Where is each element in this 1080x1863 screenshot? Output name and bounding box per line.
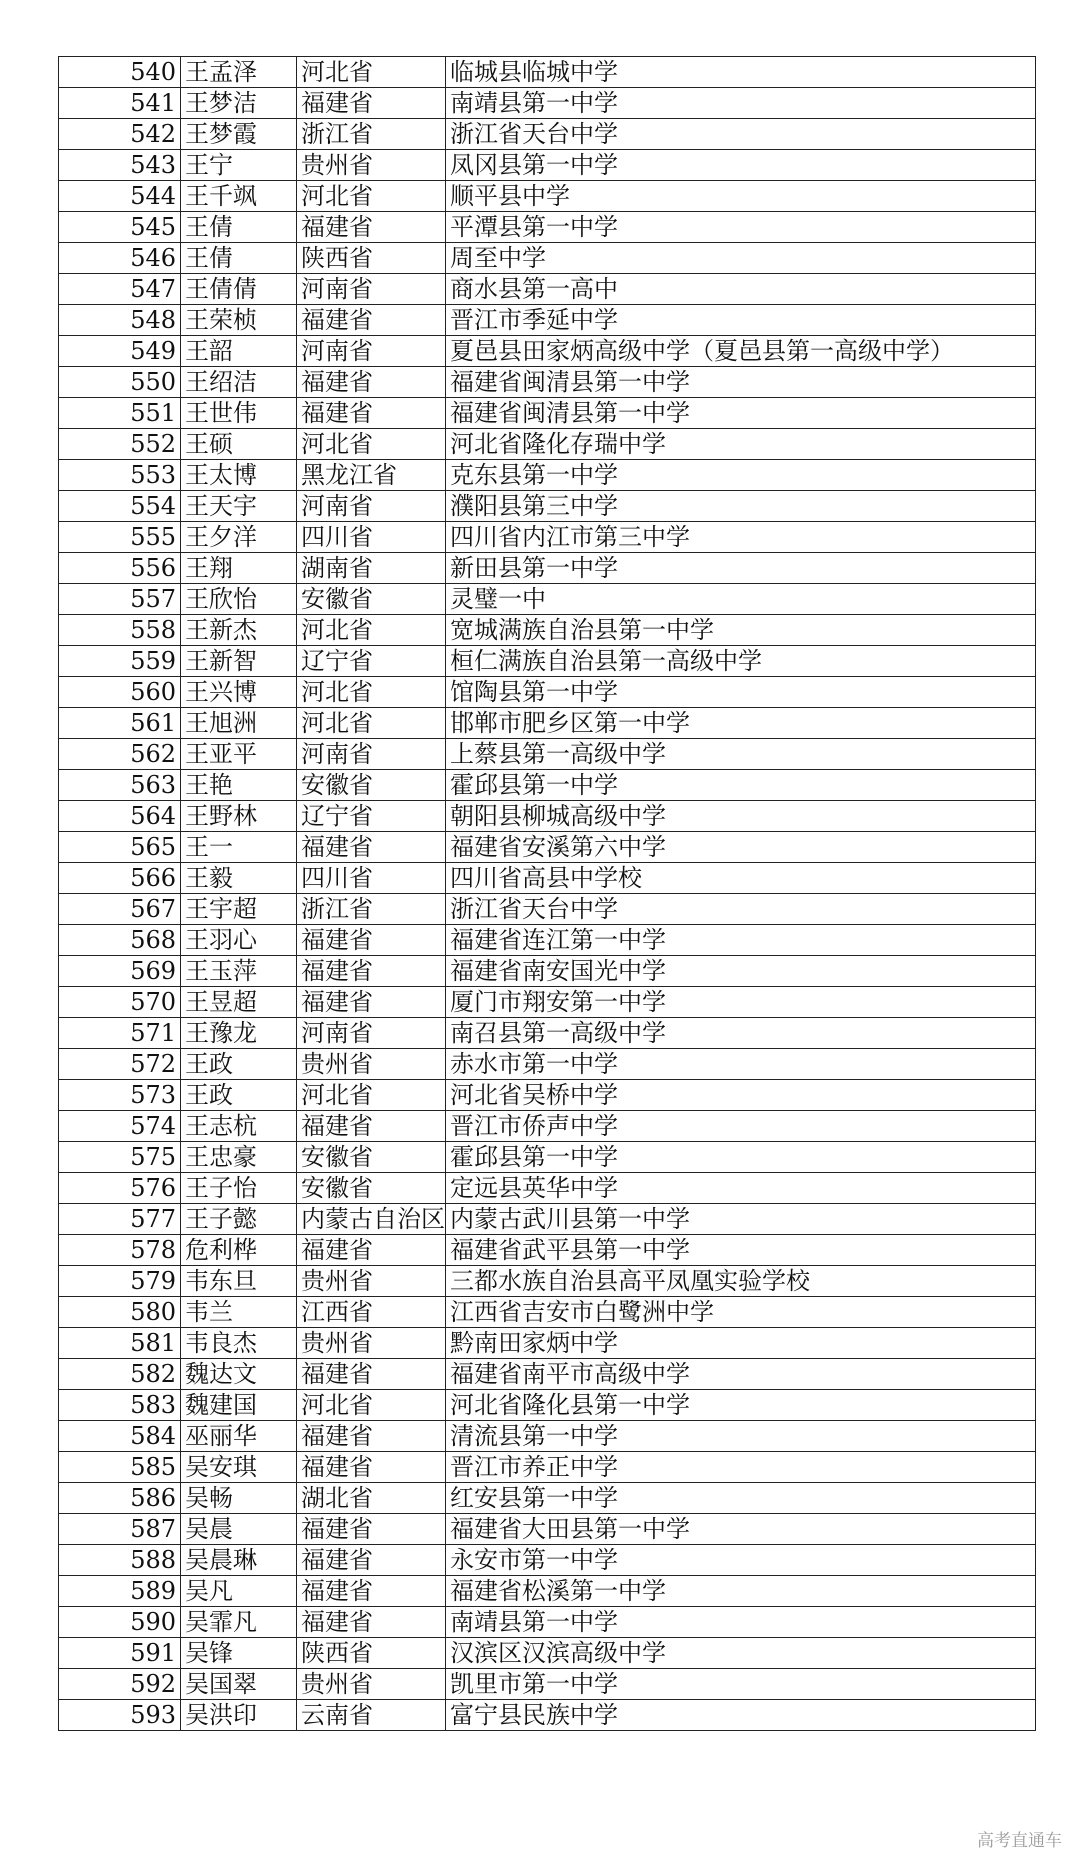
student-name: 王翔 bbox=[181, 553, 297, 584]
student-name: 王宇超 bbox=[181, 894, 297, 925]
school-name: 顺平县中学 bbox=[446, 181, 1036, 212]
table-row bbox=[59, 336, 1036, 367]
school-name: 南靖县第一中学 bbox=[446, 1607, 1036, 1638]
school-name: 富宁县民族中学 bbox=[446, 1700, 1036, 1731]
student-name: 王荣桢 bbox=[181, 305, 297, 336]
row-number: 564 bbox=[59, 801, 181, 832]
student-name: 吴畅 bbox=[181, 1483, 297, 1514]
province: 福建省 bbox=[297, 398, 446, 429]
school-name: 南靖县第一中学 bbox=[446, 88, 1036, 119]
row-number: 588 bbox=[59, 1545, 181, 1576]
province: 河北省 bbox=[297, 677, 446, 708]
row-number: 592 bbox=[59, 1669, 181, 1700]
table-row bbox=[59, 212, 1036, 243]
table-row bbox=[59, 956, 1036, 987]
row-number: 587 bbox=[59, 1514, 181, 1545]
student-name: 王亚平 bbox=[181, 739, 297, 770]
school-name: 周至中学 bbox=[446, 243, 1036, 274]
student-name: 吴锋 bbox=[181, 1638, 297, 1669]
school-name: 浙江省天台中学 bbox=[446, 119, 1036, 150]
student-name: 王政 bbox=[181, 1049, 297, 1080]
row-number: 552 bbox=[59, 429, 181, 460]
school-name: 四川省内江市第三中学 bbox=[446, 522, 1036, 553]
province: 陕西省 bbox=[297, 243, 446, 274]
roster-body bbox=[59, 57, 1036, 1731]
school-name: 清流县第一中学 bbox=[446, 1421, 1036, 1452]
table-row bbox=[59, 646, 1036, 677]
row-number: 570 bbox=[59, 987, 181, 1018]
province: 河南省 bbox=[297, 739, 446, 770]
row-number: 575 bbox=[59, 1142, 181, 1173]
student-name: 王新智 bbox=[181, 646, 297, 677]
table-row bbox=[59, 584, 1036, 615]
table-row bbox=[59, 708, 1036, 739]
school-name: 馆陶县第一中学 bbox=[446, 677, 1036, 708]
school-name: 南召县第一高级中学 bbox=[446, 1018, 1036, 1049]
table-row bbox=[59, 1173, 1036, 1204]
student-name: 吴凡 bbox=[181, 1576, 297, 1607]
student-name: 王太博 bbox=[181, 460, 297, 491]
school-name: 凯里市第一中学 bbox=[446, 1669, 1036, 1700]
school-name: 邯郸市肥乡区第一中学 bbox=[446, 708, 1036, 739]
student-name: 魏建国 bbox=[181, 1390, 297, 1421]
school-name: 内蒙古武川县第一中学 bbox=[446, 1204, 1036, 1235]
student-name: 王昱超 bbox=[181, 987, 297, 1018]
watermark-text: 高考直通车 bbox=[977, 1831, 1062, 1851]
school-name: 平潭县第一中学 bbox=[446, 212, 1036, 243]
province: 福建省 bbox=[297, 1545, 446, 1576]
student-name: 王政 bbox=[181, 1080, 297, 1111]
province: 河北省 bbox=[297, 57, 446, 88]
student-name: 王艳 bbox=[181, 770, 297, 801]
table-row bbox=[59, 987, 1036, 1018]
row-number: 548 bbox=[59, 305, 181, 336]
school-name: 厦门市翔安第一中学 bbox=[446, 987, 1036, 1018]
row-number: 551 bbox=[59, 398, 181, 429]
student-name: 吴霏凡 bbox=[181, 1607, 297, 1638]
student-name: 魏达文 bbox=[181, 1359, 297, 1390]
row-number: 559 bbox=[59, 646, 181, 677]
school-name: 凤冈县第一中学 bbox=[446, 150, 1036, 181]
province: 福建省 bbox=[297, 1111, 446, 1142]
school-name: 江西省吉安市白鹭洲中学 bbox=[446, 1297, 1036, 1328]
row-number: 571 bbox=[59, 1018, 181, 1049]
table-row bbox=[59, 1545, 1036, 1576]
student-name: 王毅 bbox=[181, 863, 297, 894]
school-name: 霍邱县第一中学 bbox=[446, 1142, 1036, 1173]
row-number: 557 bbox=[59, 584, 181, 615]
province: 河北省 bbox=[297, 1080, 446, 1111]
province: 陕西省 bbox=[297, 1638, 446, 1669]
student-name: 王子懿 bbox=[181, 1204, 297, 1235]
province: 内蒙古自治区 bbox=[297, 1204, 446, 1235]
province: 浙江省 bbox=[297, 894, 446, 925]
row-number: 589 bbox=[59, 1576, 181, 1607]
student-name: 王子怡 bbox=[181, 1173, 297, 1204]
table-row bbox=[59, 1390, 1036, 1421]
school-name: 三都水族自治县高平凤凰实验学校 bbox=[446, 1266, 1036, 1297]
table-row bbox=[59, 1638, 1036, 1669]
row-number: 593 bbox=[59, 1700, 181, 1731]
row-number: 581 bbox=[59, 1328, 181, 1359]
table-row bbox=[59, 181, 1036, 212]
student-name: 王倩倩 bbox=[181, 274, 297, 305]
student-name: 王豫龙 bbox=[181, 1018, 297, 1049]
row-number: 567 bbox=[59, 894, 181, 925]
student-name: 吴晨 bbox=[181, 1514, 297, 1545]
province: 福建省 bbox=[297, 925, 446, 956]
table-row bbox=[59, 460, 1036, 491]
student-name: 韦良杰 bbox=[181, 1328, 297, 1359]
table-row bbox=[59, 1328, 1036, 1359]
school-name: 宽城满族自治县第一中学 bbox=[446, 615, 1036, 646]
table-row bbox=[59, 367, 1036, 398]
table-row bbox=[59, 88, 1036, 119]
school-name: 定远县英华中学 bbox=[446, 1173, 1036, 1204]
table-row bbox=[59, 429, 1036, 460]
row-number: 579 bbox=[59, 1266, 181, 1297]
school-name: 灵璧一中 bbox=[446, 584, 1036, 615]
table-row bbox=[59, 274, 1036, 305]
table-row bbox=[59, 1204, 1036, 1235]
province: 福建省 bbox=[297, 1235, 446, 1266]
student-name: 王一 bbox=[181, 832, 297, 863]
school-name: 河北省隆化存瑞中学 bbox=[446, 429, 1036, 460]
school-name: 黔南田家炳中学 bbox=[446, 1328, 1036, 1359]
student-name: 王新杰 bbox=[181, 615, 297, 646]
row-number: 584 bbox=[59, 1421, 181, 1452]
student-name: 王千飒 bbox=[181, 181, 297, 212]
row-number: 563 bbox=[59, 770, 181, 801]
table-row bbox=[59, 119, 1036, 150]
table-row bbox=[59, 739, 1036, 770]
student-name: 韦东旦 bbox=[181, 1266, 297, 1297]
province: 福建省 bbox=[297, 1576, 446, 1607]
school-name: 福建省连江第一中学 bbox=[446, 925, 1036, 956]
table-row bbox=[59, 1142, 1036, 1173]
table-row bbox=[59, 243, 1036, 274]
row-number: 578 bbox=[59, 1235, 181, 1266]
row-number: 582 bbox=[59, 1359, 181, 1390]
province: 河南省 bbox=[297, 491, 446, 522]
table-row bbox=[59, 1483, 1036, 1514]
table-row bbox=[59, 1452, 1036, 1483]
row-number: 576 bbox=[59, 1173, 181, 1204]
row-number: 591 bbox=[59, 1638, 181, 1669]
row-number: 560 bbox=[59, 677, 181, 708]
student-name: 吴洪印 bbox=[181, 1700, 297, 1731]
roster-table bbox=[58, 56, 1036, 1731]
row-number: 555 bbox=[59, 522, 181, 553]
school-name: 福建省武平县第一中学 bbox=[446, 1235, 1036, 1266]
province: 福建省 bbox=[297, 1421, 446, 1452]
province: 安徽省 bbox=[297, 1173, 446, 1204]
school-name: 福建省闽清县第一中学 bbox=[446, 398, 1036, 429]
row-number: 583 bbox=[59, 1390, 181, 1421]
school-name: 四川省高县中学校 bbox=[446, 863, 1036, 894]
province: 河北省 bbox=[297, 1390, 446, 1421]
row-number: 561 bbox=[59, 708, 181, 739]
table-row bbox=[59, 615, 1036, 646]
province: 安徽省 bbox=[297, 584, 446, 615]
school-name: 赤水市第一中学 bbox=[446, 1049, 1036, 1080]
province: 福建省 bbox=[297, 1514, 446, 1545]
table-row bbox=[59, 1111, 1036, 1142]
school-name: 晋江市季延中学 bbox=[446, 305, 1036, 336]
school-name: 晋江市养正中学 bbox=[446, 1452, 1036, 1483]
school-name: 濮阳县第三中学 bbox=[446, 491, 1036, 522]
province: 贵州省 bbox=[297, 150, 446, 181]
row-number: 556 bbox=[59, 553, 181, 584]
row-number: 568 bbox=[59, 925, 181, 956]
table-row bbox=[59, 57, 1036, 88]
row-number: 569 bbox=[59, 956, 181, 987]
school-name: 河北省隆化县第一中学 bbox=[446, 1390, 1036, 1421]
row-number: 572 bbox=[59, 1049, 181, 1080]
table-row bbox=[59, 1607, 1036, 1638]
student-name: 王倩 bbox=[181, 212, 297, 243]
student-name: 巫丽华 bbox=[181, 1421, 297, 1452]
table-row bbox=[59, 491, 1036, 522]
student-name: 王志杭 bbox=[181, 1111, 297, 1142]
school-name: 克东县第一中学 bbox=[446, 460, 1036, 491]
province: 福建省 bbox=[297, 1607, 446, 1638]
school-name: 新田县第一中学 bbox=[446, 553, 1036, 584]
school-name: 临城县临城中学 bbox=[446, 57, 1036, 88]
table-row bbox=[59, 894, 1036, 925]
school-name: 福建省闽清县第一中学 bbox=[446, 367, 1036, 398]
student-name: 王绍洁 bbox=[181, 367, 297, 398]
table-row bbox=[59, 1018, 1036, 1049]
school-name: 商水县第一高中 bbox=[446, 274, 1036, 305]
province: 浙江省 bbox=[297, 119, 446, 150]
province: 福建省 bbox=[297, 212, 446, 243]
table-row bbox=[59, 925, 1036, 956]
school-name: 夏邑县田家炳高级中学（夏邑县第一高级中学） bbox=[446, 336, 1036, 367]
table-row bbox=[59, 305, 1036, 336]
row-number: 550 bbox=[59, 367, 181, 398]
school-name: 红安县第一中学 bbox=[446, 1483, 1036, 1514]
province: 辽宁省 bbox=[297, 801, 446, 832]
province: 福建省 bbox=[297, 305, 446, 336]
school-name: 浙江省天台中学 bbox=[446, 894, 1036, 925]
table-row bbox=[59, 1359, 1036, 1390]
table-row bbox=[59, 1514, 1036, 1545]
province: 福建省 bbox=[297, 1359, 446, 1390]
table-row bbox=[59, 522, 1036, 553]
row-number: 554 bbox=[59, 491, 181, 522]
province: 福建省 bbox=[297, 367, 446, 398]
province: 河北省 bbox=[297, 615, 446, 646]
student-name: 王韶 bbox=[181, 336, 297, 367]
table-row bbox=[59, 677, 1036, 708]
table-row bbox=[59, 1576, 1036, 1607]
school-name: 朝阳县柳城高级中学 bbox=[446, 801, 1036, 832]
province: 福建省 bbox=[297, 956, 446, 987]
student-name: 王孟泽 bbox=[181, 57, 297, 88]
student-name: 王兴博 bbox=[181, 677, 297, 708]
school-name: 桓仁满族自治县第一高级中学 bbox=[446, 646, 1036, 677]
province: 辽宁省 bbox=[297, 646, 446, 677]
province: 河北省 bbox=[297, 181, 446, 212]
row-number: 586 bbox=[59, 1483, 181, 1514]
school-name: 永安市第一中学 bbox=[446, 1545, 1036, 1576]
row-number: 545 bbox=[59, 212, 181, 243]
table-row bbox=[59, 1266, 1036, 1297]
table-row bbox=[59, 1700, 1036, 1731]
province: 福建省 bbox=[297, 987, 446, 1018]
province: 四川省 bbox=[297, 522, 446, 553]
student-name: 危利桦 bbox=[181, 1235, 297, 1266]
table-row bbox=[59, 1080, 1036, 1111]
student-name: 吴晨琳 bbox=[181, 1545, 297, 1576]
row-number: 565 bbox=[59, 832, 181, 863]
student-name: 王玉萍 bbox=[181, 956, 297, 987]
row-number: 574 bbox=[59, 1111, 181, 1142]
province: 河南省 bbox=[297, 274, 446, 305]
student-name: 吴国翠 bbox=[181, 1669, 297, 1700]
row-number: 566 bbox=[59, 863, 181, 894]
row-number: 558 bbox=[59, 615, 181, 646]
province: 河南省 bbox=[297, 1018, 446, 1049]
student-name: 王梦洁 bbox=[181, 88, 297, 119]
student-name: 王旭洲 bbox=[181, 708, 297, 739]
province: 安徽省 bbox=[297, 770, 446, 801]
table-row bbox=[59, 1297, 1036, 1328]
row-number: 543 bbox=[59, 150, 181, 181]
student-name: 王梦霞 bbox=[181, 119, 297, 150]
province: 贵州省 bbox=[297, 1328, 446, 1359]
student-name: 王夕洋 bbox=[181, 522, 297, 553]
table-row bbox=[59, 150, 1036, 181]
row-number: 573 bbox=[59, 1080, 181, 1111]
row-number: 544 bbox=[59, 181, 181, 212]
student-name: 王野林 bbox=[181, 801, 297, 832]
row-number: 540 bbox=[59, 57, 181, 88]
row-number: 553 bbox=[59, 460, 181, 491]
student-name: 吴安琪 bbox=[181, 1452, 297, 1483]
row-number: 542 bbox=[59, 119, 181, 150]
table-row bbox=[59, 553, 1036, 584]
province: 湖南省 bbox=[297, 553, 446, 584]
school-name: 霍邱县第一中学 bbox=[446, 770, 1036, 801]
table-row bbox=[59, 1049, 1036, 1080]
province: 四川省 bbox=[297, 863, 446, 894]
province: 安徽省 bbox=[297, 1142, 446, 1173]
student-name: 王忠豪 bbox=[181, 1142, 297, 1173]
table-row bbox=[59, 1421, 1036, 1452]
school-name: 汉滨区汉滨高级中学 bbox=[446, 1638, 1036, 1669]
row-number: 585 bbox=[59, 1452, 181, 1483]
table-row bbox=[59, 398, 1036, 429]
student-name: 王硕 bbox=[181, 429, 297, 460]
school-name: 福建省松溪第一中学 bbox=[446, 1576, 1036, 1607]
school-name: 晋江市侨声中学 bbox=[446, 1111, 1036, 1142]
student-name: 韦兰 bbox=[181, 1297, 297, 1328]
row-number: 577 bbox=[59, 1204, 181, 1235]
table-row bbox=[59, 1235, 1036, 1266]
row-number: 546 bbox=[59, 243, 181, 274]
school-name: 河北省吴桥中学 bbox=[446, 1080, 1036, 1111]
school-name: 福建省南平市高级中学 bbox=[446, 1359, 1036, 1390]
province: 黑龙江省 bbox=[297, 460, 446, 491]
table-row bbox=[59, 863, 1036, 894]
row-number: 580 bbox=[59, 1297, 181, 1328]
table-row bbox=[59, 801, 1036, 832]
province: 贵州省 bbox=[297, 1266, 446, 1297]
province: 福建省 bbox=[297, 88, 446, 119]
school-name: 福建省南安国光中学 bbox=[446, 956, 1036, 987]
student-name: 王宁 bbox=[181, 150, 297, 181]
province: 河北省 bbox=[297, 708, 446, 739]
row-number: 547 bbox=[59, 274, 181, 305]
table-row bbox=[59, 770, 1036, 801]
province: 江西省 bbox=[297, 1297, 446, 1328]
student-name: 王世伟 bbox=[181, 398, 297, 429]
province: 湖北省 bbox=[297, 1483, 446, 1514]
row-number: 549 bbox=[59, 336, 181, 367]
student-name: 王天宇 bbox=[181, 491, 297, 522]
province: 福建省 bbox=[297, 832, 446, 863]
student-name: 王欣怡 bbox=[181, 584, 297, 615]
school-name: 福建省安溪第六中学 bbox=[446, 832, 1036, 863]
row-number: 541 bbox=[59, 88, 181, 119]
row-number: 590 bbox=[59, 1607, 181, 1638]
table-row bbox=[59, 1669, 1036, 1700]
student-name: 王倩 bbox=[181, 243, 297, 274]
province: 云南省 bbox=[297, 1700, 446, 1731]
province: 福建省 bbox=[297, 1452, 446, 1483]
province: 贵州省 bbox=[297, 1049, 446, 1080]
school-name: 福建省大田县第一中学 bbox=[446, 1514, 1036, 1545]
student-name: 王羽心 bbox=[181, 925, 297, 956]
province: 河北省 bbox=[297, 429, 446, 460]
row-number: 562 bbox=[59, 739, 181, 770]
table-row bbox=[59, 832, 1036, 863]
province: 河南省 bbox=[297, 336, 446, 367]
school-name: 上蔡县第一高级中学 bbox=[446, 739, 1036, 770]
province: 贵州省 bbox=[297, 1669, 446, 1700]
